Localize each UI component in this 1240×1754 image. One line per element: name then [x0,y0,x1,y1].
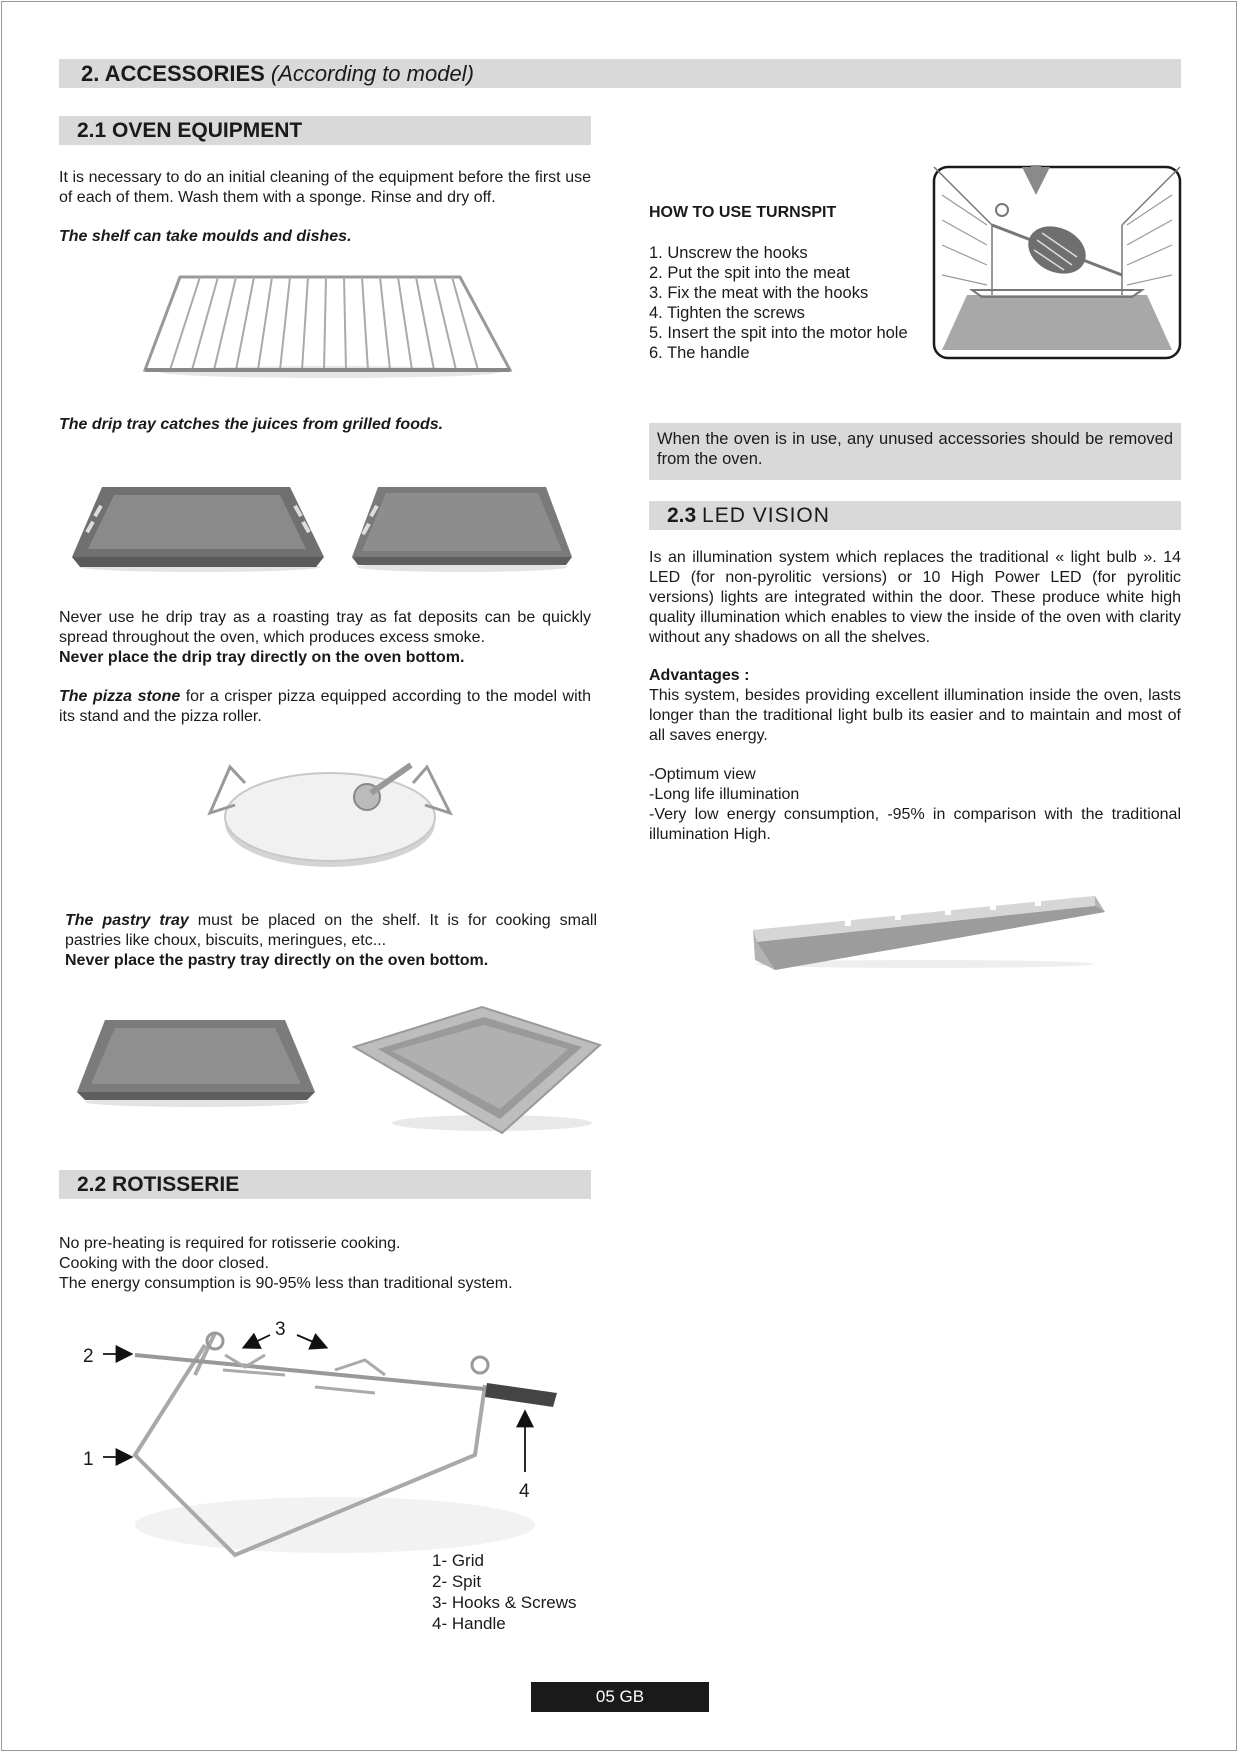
advantages-label: Advantages : [649,667,750,684]
drip-caption: The drip tray catches the juices from grilled foods. [59,416,444,433]
pastry-text: must be placed on the shelf. It is for cooking small pastries like choux, biscuits, meringues, etc... [65,912,597,949]
page-title [59,59,1181,88]
turnspit-step: 1. Unscrew the hooks [649,244,808,262]
pastry-tray-shallow-illustration [352,1005,602,1135]
section-heading-text: 2.2 ROTISSERIE [77,1173,240,1196]
page-number: 05 GB [531,1682,709,1712]
led-bullets [649,765,1181,845]
drip-never: Never place the drip tray directly on the oven bottom. [59,649,465,666]
led-heading-text: LED VISION [702,504,830,527]
led-bullet: -Optimum view [649,766,756,783]
title-text: 2. ACCESSORIES [81,61,265,86]
intro-paragraph: It is necessary to do an initial cleaning of the equipment before the first use of each of them. Wash them with a sponge. Rinse and dry off. [59,169,591,206]
drip-tray-deep-illustration [70,485,330,573]
turnspit-step: 5. Insert the spit into the motor hole [649,324,908,342]
pizza-paragraph [59,687,591,727]
pizza-lead: The pizza stone [59,688,181,705]
advantages-text: This system, besides providing excellent illumination inside the oven, lasts longer than the traditional light bulb its easier and to maintain and most of all saves energy. [649,687,1181,744]
led-intro: Is an illumination system which replaces the traditional « light bulb ». 14 LED (for non-pyrolitic versions) or 10 High Power LED (for pyrolitic versions) lights are integrated within the door. These produce white high quality illumination which enables to view the inside of the oven with clarity without any shadows on all the shelves. [649,549,1181,646]
pastry-lead: The pastry tray [65,912,189,929]
pastry-never: Never place the pastry tray directly on the oven bottom. [65,952,489,969]
turnspit-heading: HOW TO USE TURNSPIT [649,204,837,221]
callout-4: 4 [519,1481,530,1502]
turnspit-step: 4. Tighten the screws [649,304,805,322]
led-bullet: -Long life illumination [649,786,800,803]
rotisserie-diagram [75,1315,575,1565]
legend-item: 4- Handle [432,1614,506,1633]
pastry-paragraph [65,911,597,951]
turnspit-steps [649,243,908,363]
led-strip-illustration [745,890,1110,975]
section-heading-oven-equipment [59,116,591,145]
callout-2: 2 [83,1346,94,1367]
led-bullet: -Very low energy consumption, -95% in comparison with the traditional illumination High. [649,806,1181,843]
section-heading-rotisserie [59,1170,591,1199]
note-text: When the oven is in use, any unused accessories should be removed from the oven. [657,430,1173,468]
section-heading-text: 2.1 OVEN EQUIPMENT [77,119,303,142]
rotisserie-legend [432,1550,577,1634]
callout-3: 3 [275,1319,286,1340]
shelf-illustration [140,272,520,382]
pizza-stone-illustration [195,755,475,875]
rotisserie-line: No pre-heating is required for rotisserie cooking. [59,1235,401,1252]
legend-item: 3- Hooks & Screws [432,1593,577,1612]
turnspit-oven-illustration [932,165,1182,360]
legend-item: 2- Spit [432,1572,482,1591]
callout-1: 1 [83,1449,94,1470]
pastry-tray-illustration [75,1018,320,1108]
rotisserie-line: Cooking with the door closed. [59,1255,269,1272]
legend-item: 1- Grid [432,1551,484,1570]
led-heading-number: 2.3 [667,504,697,527]
turnspit-step: 6. The handle [649,344,750,362]
rotisserie-text [59,1234,591,1294]
turnspit-step: 2. Put the spit into the meat [649,264,850,282]
drip-warning: Never use he drip tray as a roasting tray as fat deposits can be quickly spread throughout the oven, which produces excess smoke. [59,609,591,646]
turnspit-step: 3. Fix the meat with the hooks [649,284,869,302]
shelf-caption: The shelf can take moulds and dishes. [59,228,352,245]
pizza-text: for a crisper pizza equipped according to the model with its stand and the pizza roller. [59,688,591,725]
unused-accessories-note [649,423,1181,480]
rotisserie-line: The energy consumption is 90-95% less than traditional system. [59,1275,513,1292]
section-heading-led-vision [649,501,1181,530]
drip-tray-flat-illustration [350,485,575,573]
title-subtitle: (According to model) [270,61,474,86]
